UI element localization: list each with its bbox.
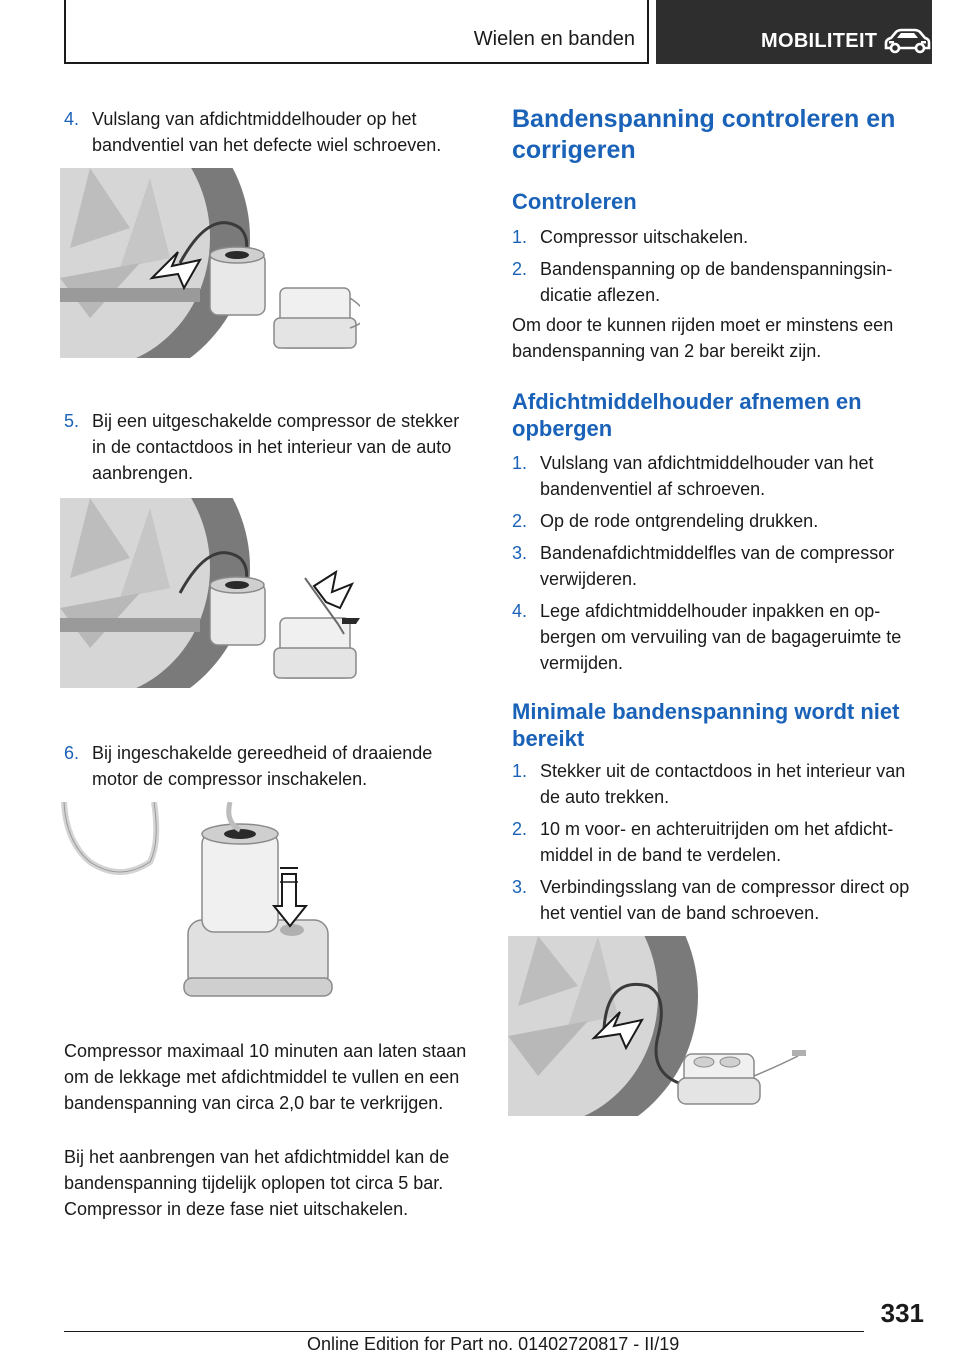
- paragraph-compressor-duration: Compressor maximaal 10 minuten aan laten staan om de lekkage met afdichtmiddel te vullen en een bandenspanning van circa 2,0 bar te verkrijgen.: [64, 1041, 467, 1113]
- step-number: 5.: [64, 411, 80, 431]
- step-text: Verbindingsslang van de compressor direct op het ventiel van de band schroeven.: [540, 877, 910, 923]
- chapter-title: MOBILITEIT: [761, 30, 878, 52]
- figure-plug-connection: [60, 498, 360, 688]
- page-number: 331: [880, 1298, 924, 1328]
- footer-watermark: [307, 1334, 834, 1355]
- step-number: 1.: [512, 453, 528, 473]
- step-4: [64, 106, 474, 158]
- step-text: Bij ingeschakelde gereedheid of draaiende motor de compressor inschakelen.: [92, 743, 433, 789]
- section-title: Wielen en banden: [473, 28, 635, 50]
- step-number: 4.: [64, 109, 80, 129]
- step-number: 4.: [512, 601, 528, 621]
- step-number: 3.: [512, 543, 528, 563]
- footer-divider: [64, 1331, 864, 1332]
- step-6: [64, 740, 474, 792]
- subheading-min-pressure: Minimale bandenspanning wordt niet bereikt: [512, 699, 900, 751]
- figure-compressor-switch: [60, 802, 360, 1012]
- step-text: Bandenspanning op de bandenspanningsindicatie aflezen.: [540, 259, 893, 305]
- step-text: 10 m voor- en achteruitrijden om het afdichtmiddel in de band te verdelen.: [540, 819, 894, 865]
- subheading-afnemen: Afdichtmiddelhouder afnemen en opbergen: [512, 389, 862, 441]
- subheading-controleren: Controleren: [512, 189, 637, 214]
- step-number: 1.: [512, 227, 528, 247]
- step-text: Op de rode ontgrendeling drukken.: [540, 511, 819, 531]
- footer-edition: Online Edition for Part no. 01402720817 - II/19: [307, 1334, 680, 1354]
- paragraph-pressure-note: Bij het aanbrengen van het afdichtmiddel kan de bandenspanning tijdelijk oplopen tot circa 5 bar. Compressor in deze fase niet uitschakelen.: [64, 1147, 450, 1219]
- step-text: Stekker uit de contactdoos in het interieur van de auto trekken.: [540, 761, 906, 807]
- step-text: Compressor uitschakelen.: [540, 227, 749, 247]
- step-text: Vulslang van afdichtmiddelhouder op het bandventiel van het defecte wiel schroeven.: [92, 109, 442, 155]
- step-text: Lege afdichtmiddelhouder inpakken en opbergen om vervuiling van de bagageruimte te vermijden.: [540, 601, 902, 673]
- step-number: 2.: [512, 511, 528, 531]
- step-text: Bandenafdichtmiddelfles van de compressor verwijderen.: [540, 543, 895, 589]
- step-number: 6.: [64, 743, 80, 763]
- chapter-tab: [656, 0, 932, 64]
- car-icon: [882, 28, 932, 54]
- step-number: 2.: [512, 259, 528, 279]
- step-5: [64, 408, 474, 488]
- step-text: Vulslang van afdichtmiddelhouder van het bandenventiel af schroeven.: [540, 453, 874, 499]
- step-number: 3.: [512, 877, 528, 897]
- figure-hose-to-valve: [60, 168, 360, 358]
- step-text: Bij een uitgeschakelde compressor de stekker in de contactdoos in het interieur van de auto aanbrengen.: [92, 411, 460, 483]
- step-number: 1.: [512, 761, 528, 781]
- page-header: [0, 0, 960, 64]
- step-number: 2.: [512, 819, 528, 839]
- figure-hose-direct-valve: [508, 936, 808, 1116]
- paragraph-min-pressure: Om door te kunnen rijden moet er minstens een bandenspanning van 2 bar bereikt zijn.: [512, 315, 894, 361]
- section-tab: [64, 0, 649, 64]
- section-heading: Bandenspanning controleren en corrigeren: [512, 105, 896, 164]
